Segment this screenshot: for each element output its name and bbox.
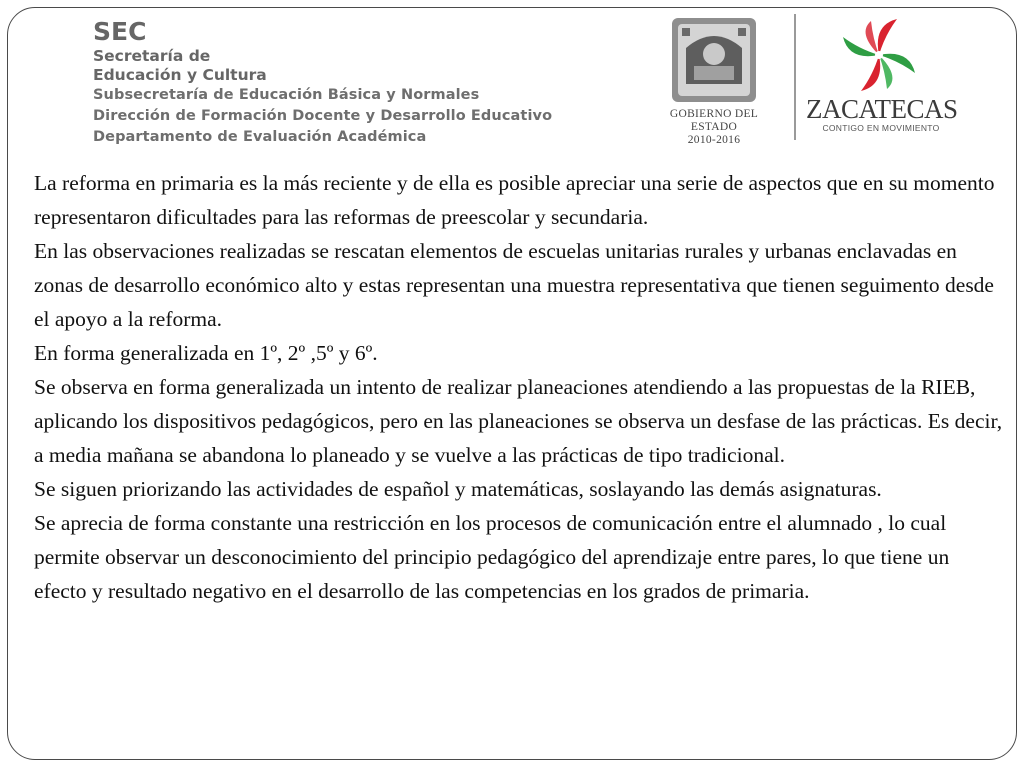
- paragraph-6: Se aprecia de forma constante una restricción en los procesos de comunicación entre el alumnado , lo cual permite observar un desconocimiento del principio pedagógico del aprendizaje entre pares, lo que tiene un efecto y resultado negativo en el desarrollo de las competencias en los grados de primaria.: [34, 511, 950, 603]
- gobierno-label: [648, 108, 780, 147]
- departamento-line: Departamento de Evaluación Académica: [93, 129, 427, 145]
- secretaria-line2: Educación y Cultura: [93, 66, 267, 84]
- logo-divider: [794, 14, 796, 140]
- zacatecas-name: ZACATECAS: [806, 94, 958, 124]
- zacatecas-pinwheel-icon: [836, 15, 922, 95]
- sec-title: SEC: [93, 17, 147, 46]
- subsecretaria-line: Subsecretaría de Educación Básica y Normales: [93, 87, 480, 103]
- paragraph-2: En las observaciones realizadas se rescatan elementos de escuelas unitarias rurales y urbanas enclavadas en zonas de desarrollo económico alto y estas representan una muestra representativa que tienen seguimento desde el apoyo a la reforma.: [34, 239, 994, 331]
- paragraph-1: La reforma en primaria es la más reciente y de ella es posible apreciar una serie de aspectos que en su momento representaron dificultades para las reformas de preescolar y secundaria.: [34, 171, 995, 229]
- gobierno-line2: 2010-2016: [687, 134, 741, 146]
- slide-body: [34, 166, 1004, 608]
- paragraph-5: Se siguen priorizando las actividades de español y matemáticas, soslayando las demás asignaturas.: [34, 477, 882, 501]
- secretaria-line1: Secretaría de: [93, 47, 211, 65]
- paragraph-4: Se observa en forma generalizada un intento de realizar planeaciones atendiendo a las propuestas de la RIEB, aplicando los dispositivos pedagógicos, pero en las planeaciones se observa un desfase de las prácticas. Es decir, a media mañana se abandona lo planeado y se vuelve a las prácticas de tipo tradicional.: [34, 375, 1003, 467]
- gobierno-line1: GOBIERNO DEL ESTADO: [669, 108, 759, 133]
- paragraph-3: En forma generalizada en 1º, 2º ,5º y 6º.: [34, 341, 378, 365]
- gobierno-seal-icon: [668, 14, 760, 106]
- direccion-line: Dirección de Formación Docente y Desarrollo Educativo: [93, 108, 553, 124]
- sec-header: [93, 17, 552, 148]
- zacatecas-slogan: CONTIGO EN MOVIMIENTO: [822, 123, 940, 133]
